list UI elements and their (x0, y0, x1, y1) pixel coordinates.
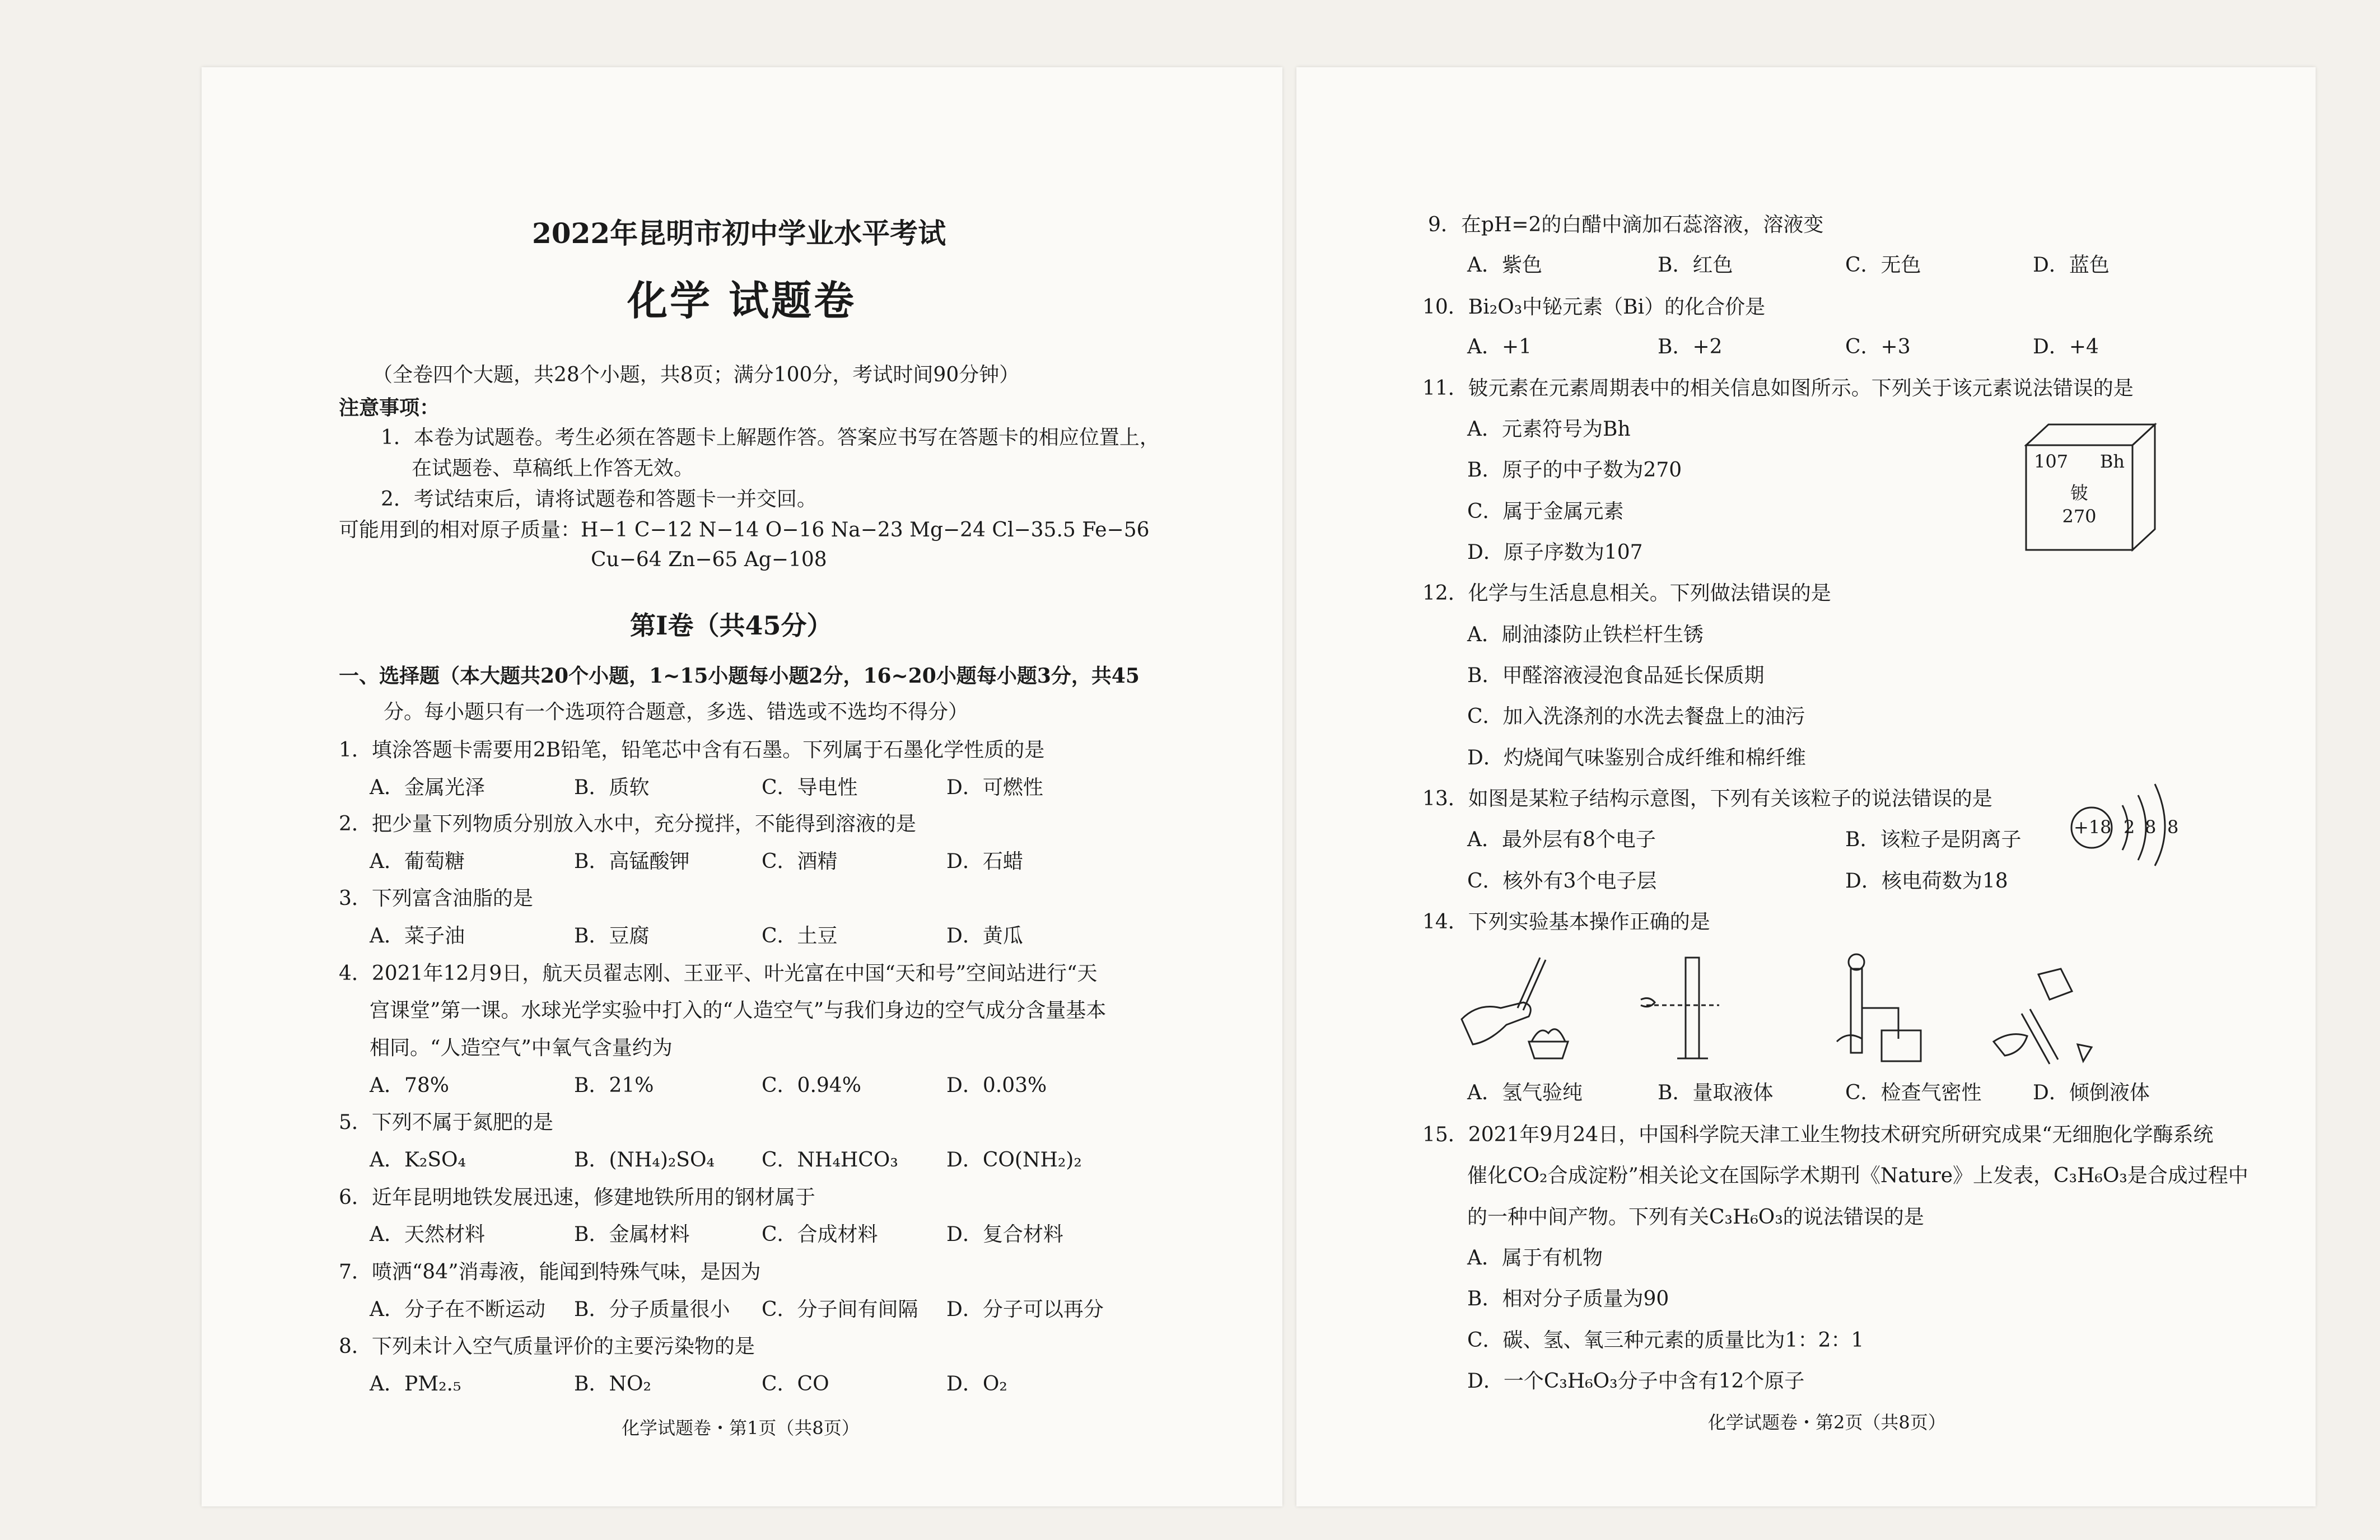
question-15: 的一种中间产物。下列有关C₃H₆O₃的说法错误的是 (1467, 1206, 1924, 1229)
option: D．倾倒液体 (2033, 1081, 2150, 1104)
section-title: 第Ⅰ卷（共45分） (630, 610, 833, 641)
option: C．酒精 (762, 850, 838, 873)
notice-item: 2．考试结束后，请将试题卷和答题卡一并交回。 (381, 488, 817, 511)
option: B．21% (574, 1074, 654, 1097)
option: B．金属材料 (574, 1223, 690, 1246)
question-5: 5．下列不属于氮肥的是 (339, 1111, 553, 1134)
part-intro: 分。每小题只有一个选项符合题意，多选、错选或不选均不得分） (384, 701, 969, 724)
atomic-mass-list: 可能用到的相对原子质量：H−1 C−12 N−14 O−16 Na−23 Mg−24 Cl−35.5 Fe−56 (339, 519, 1150, 542)
option: D．核电荷数为18 (1845, 870, 2008, 893)
option: B．豆腐 (574, 925, 650, 948)
question-1: 1．填涂答题卡需要用2B铅笔，铅笔芯中含有石墨。下列属于石墨化学性质的是 (339, 739, 1045, 762)
option: D．蓝色 (2033, 254, 2110, 277)
question-15: 催化CO₂合成淀粉”相关论文在国际学术期刊《Nature》上发表，C₃H₆O₃是合成过程中 (1467, 1164, 2248, 1187)
option: B．红色 (1658, 254, 1733, 277)
option: C．检查气密性 (1845, 1081, 1982, 1104)
option: A．菜子油 (370, 925, 465, 948)
option: C．分子间有间隔 (762, 1298, 918, 1321)
option: C．无色 (1845, 254, 1921, 277)
question-4: 4．2021年12月9日，航天员翟志刚、王亚平、叶光富在中国“天和号”空间站进行“天 (339, 962, 1098, 985)
option: C．加入洗涤剂的水洗去餐盘上的油污 (1467, 705, 1805, 728)
option: A．氢气验纯 (1467, 1081, 1583, 1104)
option: B．高锰酸钾 (574, 850, 690, 873)
question-13: 13．如图是某粒子结构示意图，下列有关该粒子的说法错误的是 (1422, 787, 1992, 810)
option: A．PM₂.₅ (370, 1373, 461, 1396)
question-9: 9．在pH=2的白醋中滴加石蕊溶液，溶液变 (1428, 213, 1824, 236)
element-cell-diagram (2024, 423, 2159, 552)
option: D．分子可以再分 (946, 1298, 1104, 1321)
question-3: 3．下列富含油脂的是 (339, 887, 533, 910)
option: C．土豆 (762, 925, 838, 948)
option: B．分子质量很小 (574, 1298, 730, 1321)
option: B．原子的中子数为270 (1467, 459, 1682, 482)
subject-title: 化学 试题卷 (627, 277, 857, 324)
option: D．CO(NH₂)₂ (946, 1149, 1082, 1172)
option: A．分子在不断运动 (370, 1298, 545, 1321)
option: C．属于金属元素 (1467, 500, 1624, 523)
shell-electrons: 8 (2145, 816, 2157, 838)
option: A．K₂SO₄ (370, 1149, 466, 1172)
question-6: 6．近年昆明地铁发展迅速，修建地铁所用的钢材属于 (339, 1186, 815, 1209)
question-7: 7．喷洒“84”消毒液，能闻到特殊气味，是因为 (339, 1261, 761, 1284)
atomic-mass-list: Cu−64 Zn−65 Ag−108 (591, 548, 827, 571)
electron-shell-arcs (2066, 762, 2201, 868)
option: C．碳、氢、氧三种元素的质量比为1：2：1 (1467, 1329, 1864, 1352)
option: C．CO (762, 1373, 829, 1396)
question-10: 10．Bi₂O₃中铋元素（Bi）的化合价是 (1422, 296, 1766, 319)
shell-electrons: 8 (2167, 816, 2179, 838)
option: D．黄瓜 (946, 925, 1023, 948)
option: A．最外层有8个电子 (1467, 828, 1656, 851)
question-11: 11．铍元素在元素周期表中的相关信息如图所示。下列关于该元素说法错误的是 (1422, 377, 2134, 400)
option: A．元素符号为Bh (1467, 418, 1631, 441)
option: B．(NH₄)₂SO₄ (574, 1149, 715, 1172)
question-14: 14．下列实验基本操作正确的是 (1422, 911, 1710, 934)
option: C．0.94% (762, 1074, 861, 1097)
option: A．天然材料 (370, 1223, 485, 1246)
option: D．O₂ (946, 1373, 1007, 1396)
lab-operation-illustrations (1456, 946, 2206, 1075)
notice-item: 1．本卷为试题卷。考生必须在答题卡上解题作答。答案应书写在答题卡的相应位置上， (381, 426, 1160, 449)
option: B．甲醛溶液浸泡食品延长保质期 (1467, 664, 1765, 687)
option: C．NH₄HCO₃ (762, 1149, 898, 1172)
option: D．复合材料 (946, 1223, 1063, 1246)
option: B．相对分子质量为90 (1467, 1287, 1669, 1310)
atomic-number: 107 (2034, 451, 2069, 472)
particle-structure-diagram (2066, 762, 2201, 868)
page-footer: 化学试题卷・第2页（共8页） (1708, 1412, 1946, 1433)
shell-electrons: 2 (2124, 816, 2135, 838)
option: D．原子序数为107 (1467, 541, 1643, 564)
option: D．一个C₃H₆O₃分子中含有12个原子 (1467, 1370, 1805, 1393)
option: D．可燃性 (946, 776, 1043, 799)
option: C．导电性 (762, 776, 858, 799)
exam-title: 2022年昆明市初中学业水平考试 (532, 217, 946, 250)
part-intro: 一、选择题（本大题共20个小题，1~15小题每小题2分，16~20小题每小题3分，共45 (339, 664, 1140, 688)
option: B．量取液体 (1658, 1081, 1774, 1104)
option: A．属于有机物 (1467, 1247, 1603, 1270)
option: B．NO₂ (574, 1373, 651, 1396)
option: C．+3 (1845, 335, 1911, 358)
relative-atomic-mass: 270 (2062, 506, 2097, 527)
option: A．紫色 (1467, 254, 1542, 277)
measure-liquid-illustration (1641, 958, 1719, 1058)
notice-item: 在试题卷、草稿纸上作答无效。 (412, 457, 694, 480)
question-8: 8．下列未计入空气质量评价的主要污染物的是 (339, 1335, 755, 1358)
option: C．合成材料 (762, 1223, 878, 1246)
hydrogen-purity-test-illustration (1462, 958, 1568, 1058)
nucleus-charge: +18 (2074, 816, 2112, 838)
option: B．该粒子是阴离子 (1845, 828, 2022, 851)
question-2: 2．把少量下列物质分别放入水中，充分搅拌，不能得到溶液的是 (339, 813, 916, 836)
option: D．+4 (2033, 335, 2099, 358)
element-cell-face (2026, 445, 2132, 550)
option: A．金属光泽 (370, 776, 485, 799)
option: A．刷油漆防止铁栏杆生锈 (1467, 623, 1704, 646)
question-4: 宫课堂”第一课。水球光学实验中打入的“人造空气”与我们身边的空气成分含量基本 (370, 999, 1107, 1022)
exam-info: （全卷四个大题，共28个小题，共8页；满分100分，考试时间90分钟） (372, 363, 1020, 386)
option: D．灼烧闻气味鉴别合成纤维和棉纤维 (1467, 746, 1806, 769)
option: C．核外有3个电子层 (1467, 870, 1657, 893)
question-4: 相同。“人造空气”中氧气含量约为 (370, 1037, 673, 1060)
option: A．+1 (1467, 335, 1532, 358)
page-footer: 化学试题卷・第1页（共8页） (622, 1417, 860, 1439)
question-12: 12．化学与生活息息相关。下列做法错误的是 (1422, 582, 1831, 605)
notice-heading: 注意事项： (339, 396, 440, 419)
element-name: 铍 (2070, 482, 2088, 503)
pour-liquid-illustration (1994, 969, 2092, 1064)
question-15: 15．2021年9月24日，中国科学院天津工业生物技术研究所研究成果“无细胞化学酶系统 (1422, 1123, 2214, 1146)
option: B．质软 (574, 776, 650, 799)
option: D．石蜡 (946, 850, 1023, 873)
element-symbol: Bh (2099, 451, 2125, 472)
option: A．78% (370, 1074, 450, 1097)
airtightness-check-illustration (1837, 954, 1921, 1061)
option: B．+2 (1658, 335, 1723, 358)
option: D．0.03% (946, 1074, 1047, 1097)
option: A．葡萄糖 (370, 850, 465, 873)
